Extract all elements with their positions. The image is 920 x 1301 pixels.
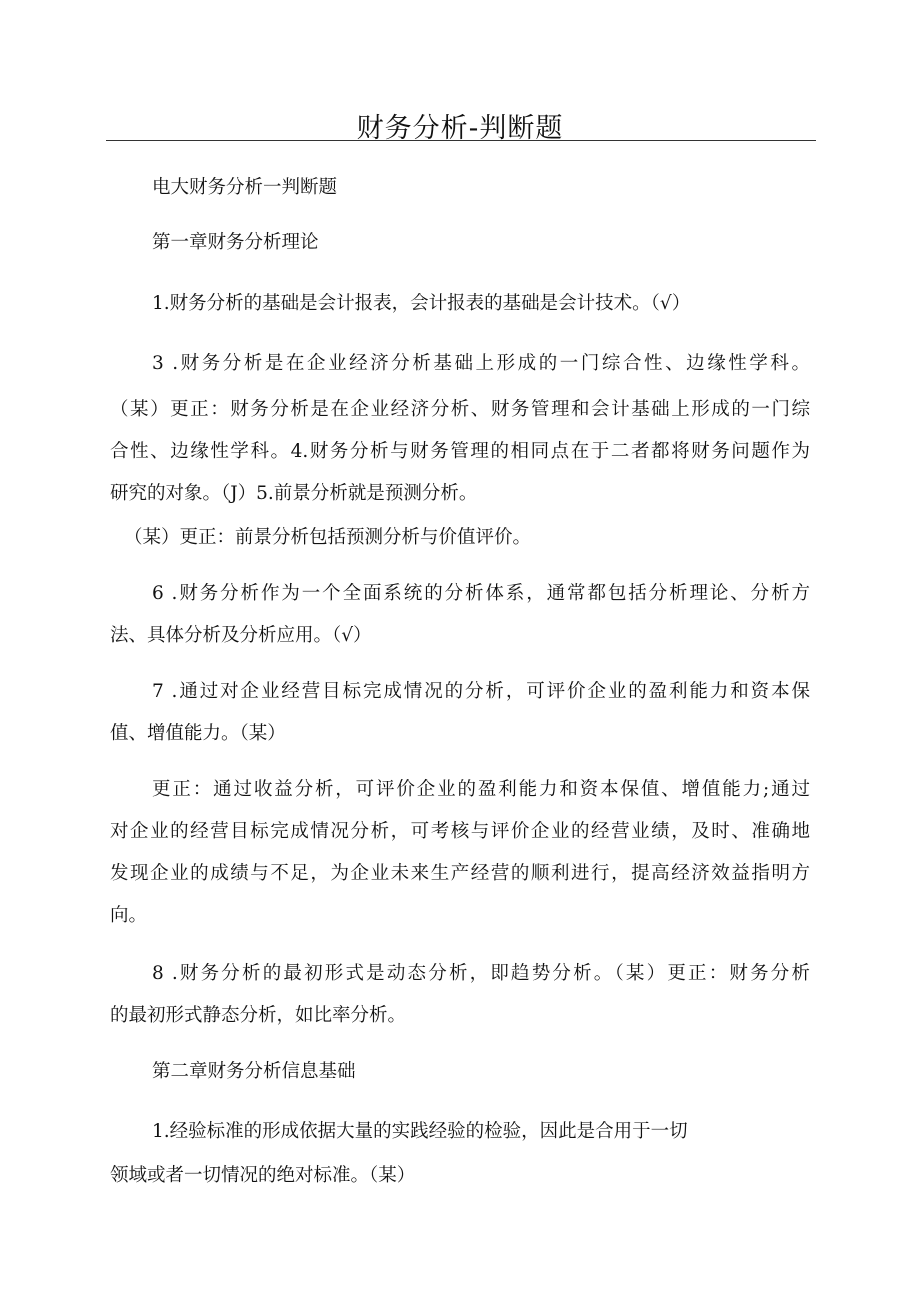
question-5-correction: （某）更正：前景分析包括预测分析与价值评价。	[124, 527, 532, 548]
question-3-line-2: （某）更正：财务分析是在企业经济分析、财务管理和会计基础上形成的一门综	[110, 399, 810, 420]
question-7-correction-line-3: 发现企业的成绩与不足，为企业未来生产经营的顺利进行，提高经济效益指明方	[110, 863, 810, 884]
question-1: 1.财务分析的基础是会计报表，会计报表的基础是会计技术。（√）	[152, 293, 691, 314]
question-6-line-1: 6 .财务分析作为一个全面系统的分析体系，通常都包括分析理论、分析方	[152, 583, 810, 604]
question-3-line-4: 研究的对象。（J）5.前景分析就是预测分析。	[110, 483, 478, 504]
question-7-correction-line-2: 对企业的经营目标完成情况分析，可考核与评价企业的经营业绩，及时、准确地	[110, 821, 810, 842]
chapter-2-question-1-line-2: 领域或者一切情况的绝对标准。（某）	[110, 1165, 416, 1186]
question-8-line-2: 的最初形式静态分析，如比率分析。	[110, 1005, 407, 1026]
question-7-line-1: 7 .通过对企业经营目标完成情况的分析，可评价企业的盈利能力和资本保	[152, 681, 810, 702]
chapter-2-title: 第二章财务分析信息基础	[152, 1061, 356, 1082]
chapter-1-title: 第一章财务分析理论	[152, 232, 319, 253]
document-heading: 电大财务分析一判断题	[152, 177, 338, 198]
title-divider	[106, 140, 816, 141]
question-7-correction-line-1: 更正：通过收益分析，可评价企业的盈利能力和资本保值、增值能力;通过	[152, 779, 810, 800]
question-3-line-1: 3 .财务分析是在企业经济分析基础上形成的一门综合性、边缘性学科。	[152, 353, 810, 374]
question-7-line-2: 值、增值能力。（某）	[110, 723, 286, 744]
page-title: 财务分析-判断题	[356, 113, 564, 144]
question-6-line-2: 法、具体分析及分析应用。（√）	[110, 625, 372, 646]
question-7-correction-line-4: 向。	[110, 905, 148, 926]
question-3-line-3: 合性、边缘性学科。4.财务分析与财务管理的相同点在于二者都将财务问题作为	[110, 441, 810, 462]
question-8-line-1: 8 .财务分析的最初形式是动态分析，即趋势分析。（某）更正：财务分析	[152, 963, 810, 984]
chapter-2-question-1-line-1: 1.经验标准的形成依据大量的实践经验的检验，因此是合用于一切	[152, 1121, 688, 1142]
